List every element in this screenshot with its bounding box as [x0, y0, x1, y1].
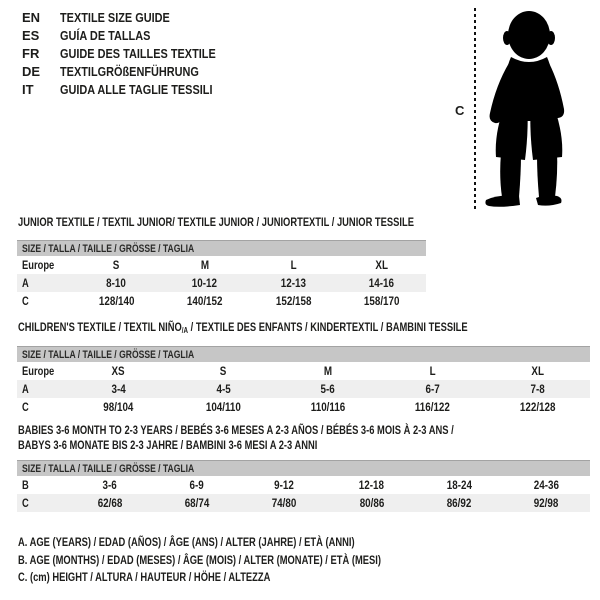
measure-label-c: C — [455, 103, 465, 118]
table-cell: L — [429, 364, 436, 378]
table-cell: 12-13 — [280, 276, 306, 290]
table-cell: 6-7 — [425, 382, 440, 396]
baby-silhouette-icon — [481, 9, 577, 207]
table-cell: 3-6 — [102, 478, 117, 492]
language-title: GUIDE DES TAILLES TEXTILE — [60, 46, 216, 61]
language-title: TEXTILGRÖßENFÜHRUNG — [60, 64, 199, 79]
children-section-heading: CHILDREN'S TEXTILE / TEXTIL $NIÑO_{/A}$ / TEXTILE DES ENFANTS / KINDERTEXTIL / BAMBINI TESSILE — [18, 320, 468, 335]
table-cell: 128/140 — [98, 294, 135, 308]
table-row — [17, 380, 590, 398]
language-code: ES — [22, 28, 40, 43]
table-cell: XL — [375, 258, 389, 272]
language-title: TEXTILE SIZE GUIDE — [60, 10, 170, 25]
heading-subscript: /A — [181, 326, 189, 335]
table-cell: 122/128 — [519, 400, 556, 414]
table-row — [17, 362, 590, 380]
table-cell: 86/92 — [446, 496, 472, 510]
table-cell: XS — [111, 364, 125, 378]
table-cell: 12-18 — [359, 478, 385, 492]
table-cell: S — [112, 258, 120, 272]
table-row — [17, 398, 590, 416]
language-row — [22, 45, 245, 63]
language-row — [22, 63, 245, 81]
table-row — [17, 494, 590, 512]
table-row — [17, 476, 590, 494]
table-cell: 62/68 — [97, 496, 122, 510]
footnotes — [18, 534, 483, 587]
table-cell: L — [290, 258, 297, 272]
junior-section-heading: JUNIOR TEXTILE / TEXTIL JUNIOR/ TEXTILE JUNIOR / JUNIORTEXTIL / JUNIOR TESSILE — [18, 215, 414, 229]
table-cell: Europe — [22, 258, 55, 272]
size-header-bar — [17, 346, 590, 362]
table-cell: 74/80 — [271, 496, 297, 510]
language-title: GUÍA DE TALLAS — [60, 28, 151, 43]
table-cell: 18-24 — [446, 478, 472, 492]
language-title: GUIDA ALLE TAGLIE TESSILI — [60, 82, 213, 97]
footnote: B. AGE (MONTHS) / EDAD (MESES) / ÂGE (MOIS) / ALTER (MONATE) / ETÀ (MESI) — [18, 552, 381, 567]
table-cell: 7-8 — [530, 382, 545, 396]
table-cell: 98/104 — [103, 400, 134, 414]
language-code: FR — [22, 46, 40, 61]
size-header-label: SIZE / TALLA / TAILLE / GRÖSSE / TAGLIA — [22, 242, 195, 255]
table-cell: 68/74 — [184, 496, 210, 510]
table-cell: A — [22, 382, 29, 396]
table-cell: 24-36 — [533, 478, 559, 492]
language-row — [22, 81, 245, 99]
table-cell: 6-9 — [189, 478, 205, 492]
language-row — [22, 27, 245, 45]
table-cell: 9-12 — [274, 478, 295, 492]
size-header-label: SIZE / TALLA / TAILLE / GRÖSSE / TAGLIA — [22, 462, 195, 475]
table-cell: C — [22, 294, 29, 308]
table-cell: S — [219, 364, 227, 378]
table-cell: 152/158 — [275, 294, 312, 308]
table-cell: A — [22, 276, 29, 290]
table-cell: M — [200, 258, 209, 272]
table-cell: Europe — [22, 364, 55, 378]
size-header-bar — [17, 460, 590, 476]
height-measure-dotted-line — [474, 8, 476, 210]
babies-size-table — [17, 460, 590, 512]
table-cell: 92/98 — [533, 496, 559, 510]
table-cell: C — [22, 496, 29, 510]
language-title-block — [22, 9, 245, 99]
table-cell: 158/170 — [363, 294, 400, 308]
table-cell: C — [22, 400, 29, 414]
size-header-bar — [17, 240, 426, 256]
size-header-label: SIZE / TALLA / TAILLE / GRÖSSE / TAGLIA — [22, 348, 195, 361]
table-cell: M — [323, 364, 333, 378]
footnote: A. AGE (YEARS) / EDAD (AÑOS) / ÂGE (ANS) / ALTER (JAHRE) / ETÀ (ANNI) — [18, 535, 355, 549]
table-cell: 14-16 — [369, 276, 395, 290]
table-row — [17, 292, 426, 310]
table-cell: 140/152 — [186, 294, 223, 308]
table-cell: 4-5 — [216, 382, 231, 396]
language-row — [22, 9, 245, 27]
table-cell: 110/116 — [310, 400, 346, 414]
table-cell: 3-4 — [111, 382, 126, 396]
table-row — [17, 256, 426, 274]
table-cell: 10-12 — [192, 276, 218, 290]
footnote: C. (cm) HEIGHT / ALTURA / HAUTEUR / HÖHE / ALTEZZA — [18, 570, 271, 584]
table-row — [17, 274, 426, 292]
table-cell: B — [22, 478, 29, 492]
children-size-table — [17, 346, 590, 416]
table-cell: 5-6 — [320, 382, 336, 396]
babies-section-heading: BABIES 3-6 MONTH TO 2-3 YEARS / BEBÉS 3-6 MESES A 2-3 AÑOS / BÉBÉS 3-6 MOIS À 2-3 ANS / BABYS 3-6 MONATE BIS 2-3 JAHRE / BAMBINI 3-6 MESI A 2-3 ANNI — [18, 423, 454, 452]
table-cell: XL — [531, 364, 544, 378]
junior-size-table — [17, 240, 426, 310]
language-code: DE — [22, 64, 41, 79]
language-code: IT — [22, 82, 34, 97]
table-cell: 8-10 — [106, 276, 127, 290]
table-cell: 80/86 — [359, 496, 384, 510]
table-cell: 116/122 — [415, 400, 451, 414]
language-code: EN — [22, 10, 41, 25]
table-cell: 104/110 — [205, 400, 241, 414]
